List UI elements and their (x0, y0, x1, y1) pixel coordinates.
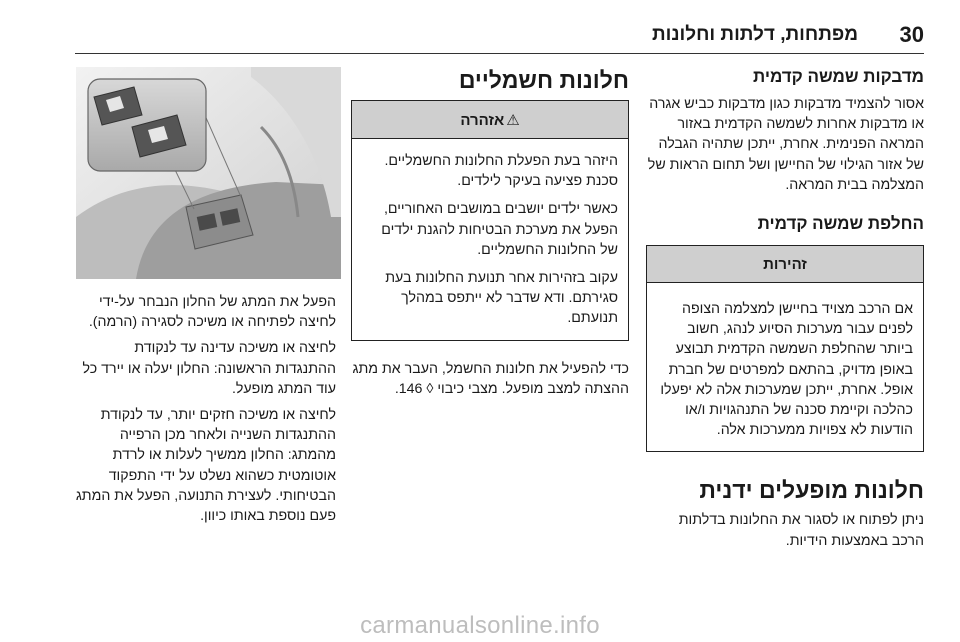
page-header (0, 0, 960, 50)
page-reference-icon: ◊ (426, 380, 434, 397)
caution-label: זהירות (647, 246, 923, 283)
running-title: מפתחות, דלתות וחלונות (651, 24, 859, 45)
manual-windows-text: ניתן לפתוח או לסגור את החלונות בדלתות הרכב באמצעות הידיות. (678, 512, 924, 549)
warning-label: אזהרה (460, 112, 505, 129)
middle-column (351, 66, 629, 399)
warning-box (351, 100, 629, 341)
caution-box (646, 245, 924, 452)
warning-triangle-icon: ⚠ (506, 112, 520, 129)
switch-operation-paragraph: לחיצה או משיכה חזקים יותר, עד לנקודת ההתנגדות השנייה ולאחר מכן הרפייה מהמתג: החלון ממשיך לעלות או לרדת אוטומטית כשהוא נשלט על ידי התפקוד הבטיחותי. לעצירת התנועה, הפעל את המתג פעם נוספת באותו כיוון. (75, 407, 336, 525)
section-title-power-windows: חלונות חשמליים (458, 67, 629, 93)
page-reference-link[interactable]: 146 (398, 380, 423, 397)
switch-operation-paragraph: הפעל את המתג של החלון הנבחר על-ידי לחיצה לפתיחה או משיכה לסגירה (הרמה). (88, 294, 336, 331)
warning-paragraph: היזהר בעת הפעלת החלונות החשמליים. סכנת פציעה בעיקר לילדים. (384, 153, 618, 190)
windshield-stickers-text: אסור להצמיד מדבקות כגון מדבקות כביש אגרה או מדבקות אחרות לשמשה הקדמית באזור המראה הפנימית. אחרת, ייתכן שתהיה הגבלה של אזור הגילוי של החיישן ושל תחום הראות של המצלמה בבית המראה. (647, 96, 924, 193)
warning-paragraph: כאשר ילדים יושבים במושבים האחוריים, הפעל את מערכת הבטיחות להגנת ילדים של החלונות החשמליים. (381, 201, 618, 258)
warning-body (352, 139, 628, 340)
watermark: carmanualsonline.info (360, 612, 600, 639)
section-title-windshield-replacement: החלפת שמשה קדמית (757, 214, 924, 234)
warning-paragraph: עקוב בזהירות אחר תנועת החלונות בעת סגירתם. ודא שדבר לא ייתפס במהלך תנועתם. (385, 270, 618, 327)
power-windows-operation-text: כדי להפעיל את חלונות החשמל, העבר את מתג ההצתה למצב מופעל. מצבי כיבוי ◊ 146. (352, 360, 629, 397)
warning-header (352, 101, 628, 139)
switch-operation-paragraph: לחיצה או משיכה עדינה עד לנקודת ההתנגדות הראשונה: החלון יעלה או יירד כל עוד המתג מופעל. (82, 340, 336, 397)
section-title-windshield-stickers: מדבקות שמשה קדמית (752, 67, 924, 86)
power-window-switch-photo (76, 67, 341, 279)
header-rule (75, 53, 924, 54)
door-panel-illustration (76, 67, 341, 279)
page-number: 30 (899, 22, 924, 47)
right-column (646, 66, 924, 551)
section-title-manual-windows: חלונות מופעלים ידנית (699, 477, 924, 504)
caution-text: אם הרכב מצויד בחיישן למצלמה הצופה לפנים עבור מערכות הסיוע לנהג, חשוב ביותר שהחלפת השמשה הקדמית תבוצע באופן מדויק, בהתאם למפרטים של חברת אופל. אחרת, ייתכן שמערכות אלה לא יפעלו כהלכה וקיימת סכנה של התנהגויות ו/או הודעות לא צפויות ממערכות אלה. (660, 301, 913, 439)
operation-text: כדי להפעיל את חלונות החשמל, העבר את מתג ההצתה למצב מופעל. מצבי כיבוי (352, 360, 629, 397)
left-column (70, 292, 336, 526)
